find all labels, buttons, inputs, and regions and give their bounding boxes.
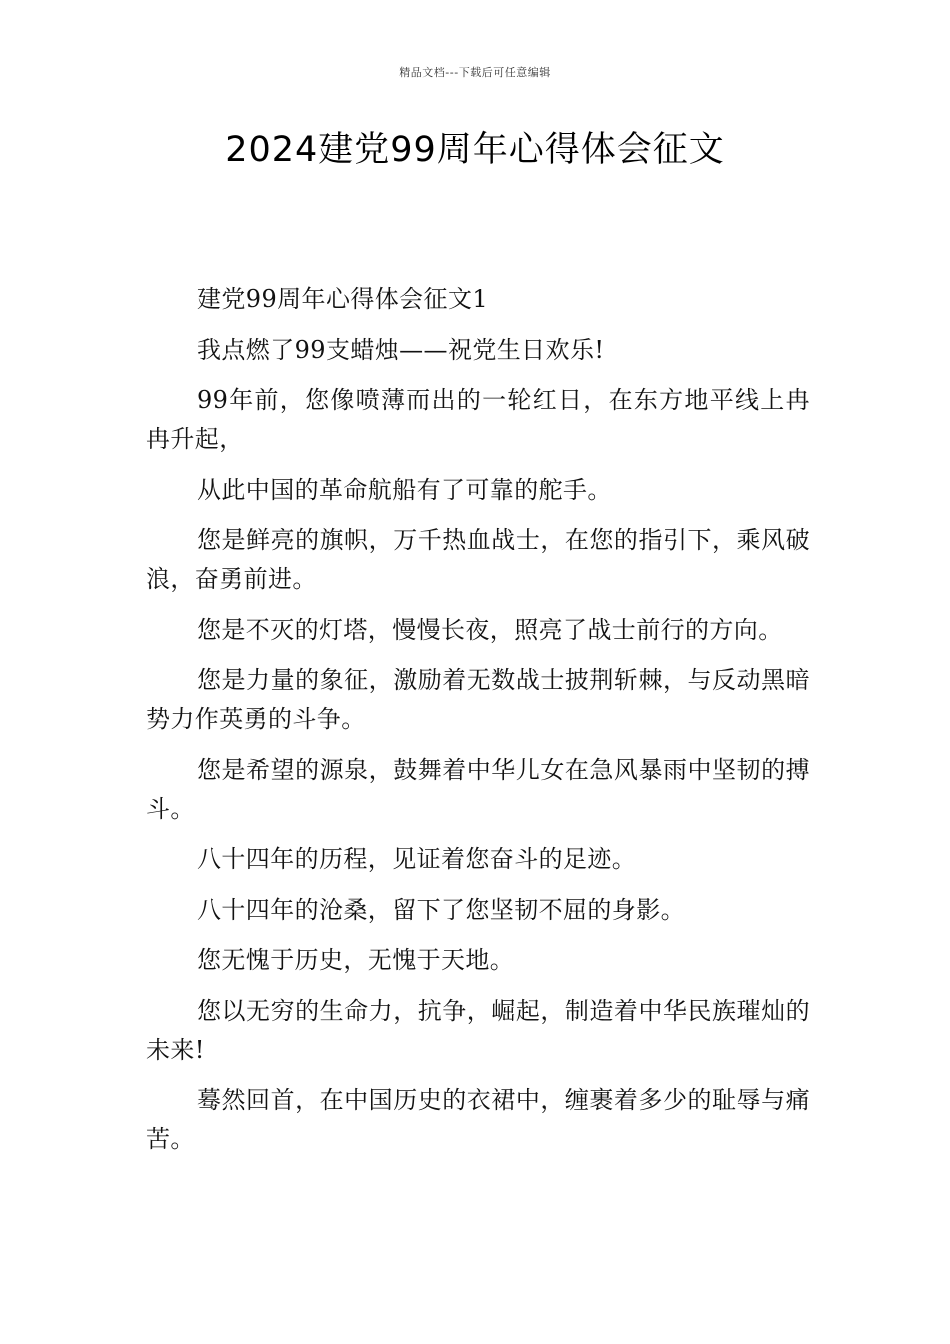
document-body — [146, 280, 810, 1171]
paragraph: 您是鲜亮的旗帜，万千热血战士，在您的指引下，乘风破浪，奋勇前进。 — [146, 526, 810, 593]
paragraph: 您是希望的源泉，鼓舞着中华儿女在急风暴雨中坚韧的搏斗。 — [146, 755, 810, 823]
paragraph: 从此中国的革命航船有了可靠的舵手。 — [197, 475, 612, 504]
paragraph: 99年前，您像喷薄而出的一轮红日，在东方地平线上冉冉升起， — [146, 386, 810, 453]
paragraph: 我点燃了99支蜡烛——祝党生日欢乐! — [197, 335, 605, 364]
document-title: 2024建党99周年心得体会征文 — [225, 130, 725, 170]
paragraph: 八十四年的历程，见证着您奋斗的足迹。 — [197, 845, 637, 873]
paragraph: 您以无穷的生命力，抗争，崛起，制造着中华民族璀灿的未来! — [146, 996, 810, 1064]
paragraph: 您无愧于历史，无愧于天地。 — [197, 946, 515, 974]
header-note: 精品文档---下载后可任意编辑 — [399, 66, 551, 79]
paragraph: 八十四年的沧桑，留下了您坚韧不屈的身影。 — [197, 895, 685, 924]
paragraph: 蓦然回首，在中国历史的衣裙中，缠裹着多少的耻辱与痛苦。 — [146, 1086, 810, 1153]
paragraph: 您是不灭的灯塔，慢慢长夜，照亮了战士前行的方向。 — [197, 615, 783, 644]
paragraph: 您是力量的象征，激励着无数战士披荆斩棘，与反动黑暗势力作英勇的斗争。 — [146, 666, 810, 733]
paragraph: 建党99周年心得体会征文1 — [197, 285, 489, 313]
